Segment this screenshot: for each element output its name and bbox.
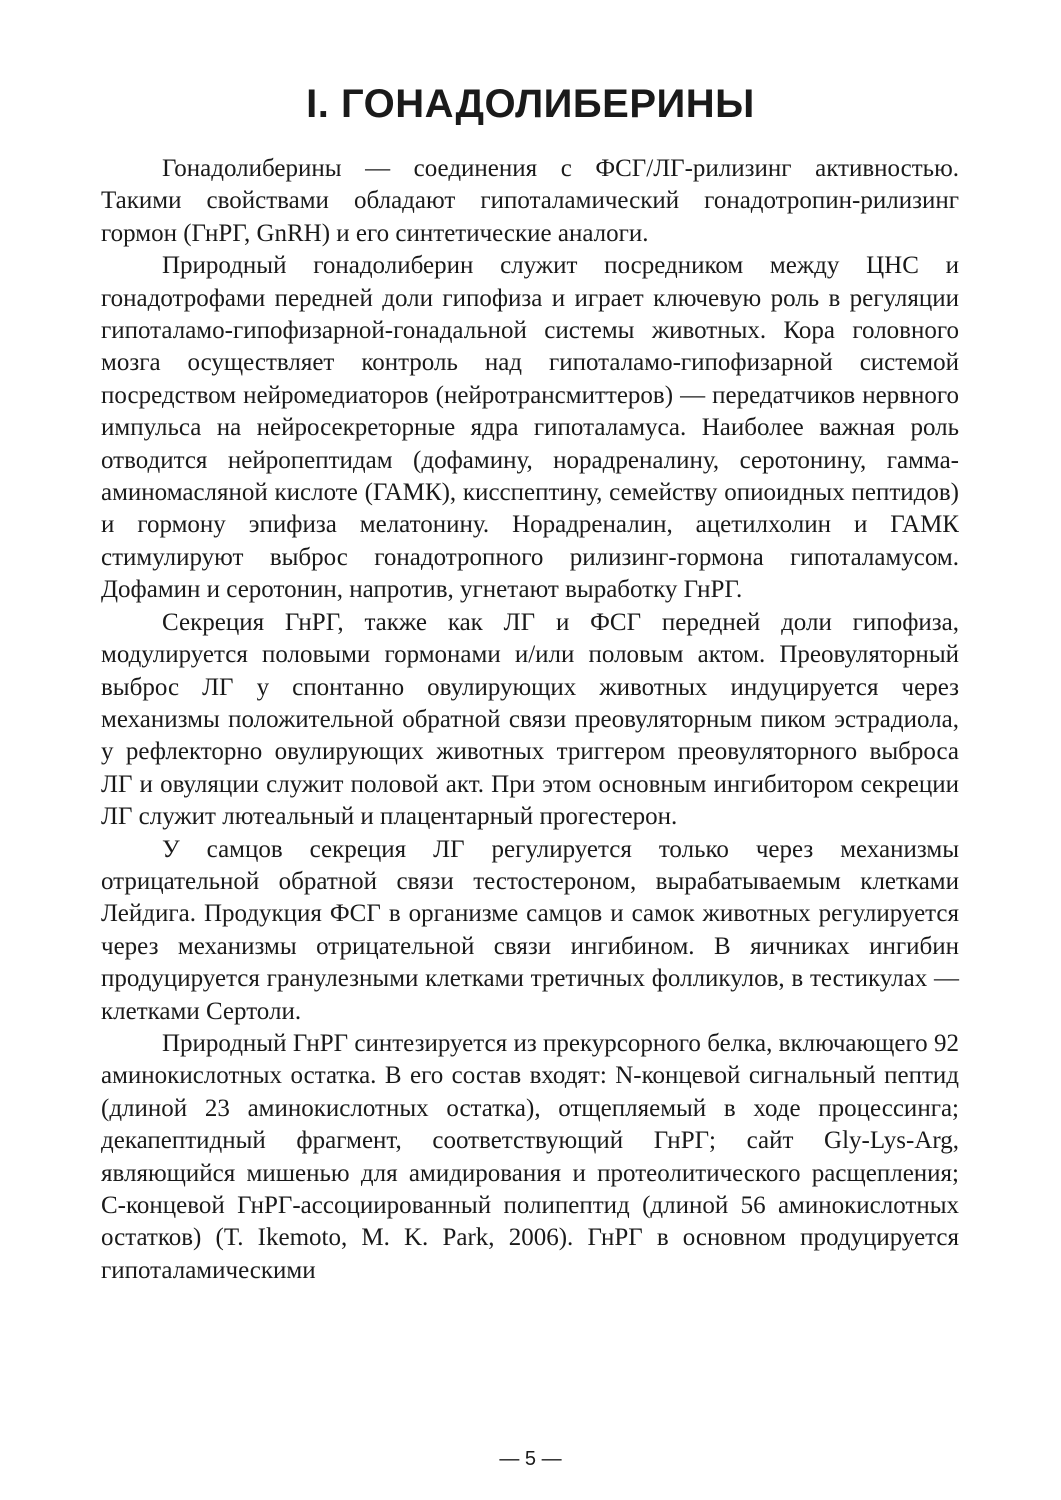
paragraph: Природный гонадолиберин служит посредником между ЦНС и гонадотрофами передней доли гипофиза и играет ключевую роль в регуляции гипоталамо-гипофизарной-гонадальной системы животных. Кора головного мозга осуществляет контроль над гипоталамо-гипофизарной системой посредством нейромедиаторов (нейротрансмиттеров) — передатчиков нервного импульса на нейросекреторные ядра гипоталамуса. Наиболее важная роль отводится нейропептидам (дофамину, норадреналину, серотонину, гамма-аминомасляной кислоте (ГАМК), кисспептину, семейству опиоидных пептидов) и гормону эпифиза мелатонину. Норадреналин, ацетилхолин и ГАМК стимулируют выброс гонадотропного рилизинг-гормона гипоталамусом. Дофамин и серотонин, напротив, угнетают выработку ГнРГ.: [101, 252, 959, 604]
paragraph: Секреция ГнРГ, также как ЛГ и ФСГ передней доли гипофиза, модулируется половыми гормонами и/или половым актом. Преовуляторный выброс ЛГ у спонтанно овулирующих животных индуцируется через механизмы положительной обратной связи преовуляторным пиком эстрадиола, у рефлекторно овулирующих животных триггером преовуляторного выброса ЛГ и овуляции служит половой акт. При этом основным ингибитором секреции ЛГ служит лютеальный и плацентарный прогестерон.: [101, 608, 959, 831]
body-text: [101, 153, 959, 1287]
paragraph: Гонадолиберины — соединения с ФСГ/ЛГ-рилизинг активностью. Такими свойствами обладают гипоталамический гонадотропин-рилизинг гормон (ГнРГ, GnRH) и его синтетические аналоги.: [101, 155, 959, 247]
chapter-title: I. ГОНАДОЛИБЕРИНЫ: [306, 82, 755, 126]
paragraph: Природный ГнРГ синтезируется из прекурсорного белка, включающего 92 аминокислотных остатка. В его состав входят: N-концевой сигнальный пептид (длиной 23 аминокислотных остатка), отщепляемый в ходе процессинга; декапептидный фрагмент, соответствующий ГнРГ; сайт Gly-Lys-Arg, являющийся мишенью для амидирования и протеолитического расщепления; С-концевой ГнРГ-ассоциированный полипептид (длиной 56 аминокислотных остатков) (T. Ikemoto, M. K. Park, 2006). ГнРГ в основном продуцируется гипоталамическими: [101, 1029, 959, 1284]
page-number: — 5 —: [499, 1448, 562, 1470]
paragraph: У самцов секреция ЛГ регулируется только через механизмы отрицательной обратной связи тестостероном, вырабатываемым клетками Лейдига. Продукция ФСГ в организме самцов и самок животных регулируется через механизмы отрицательной связи ингибином. В яичниках ингибин продуцируется гранулезными клетками третичных фолликулов, в тестикулах — клетками Сертоли.: [101, 835, 959, 1025]
